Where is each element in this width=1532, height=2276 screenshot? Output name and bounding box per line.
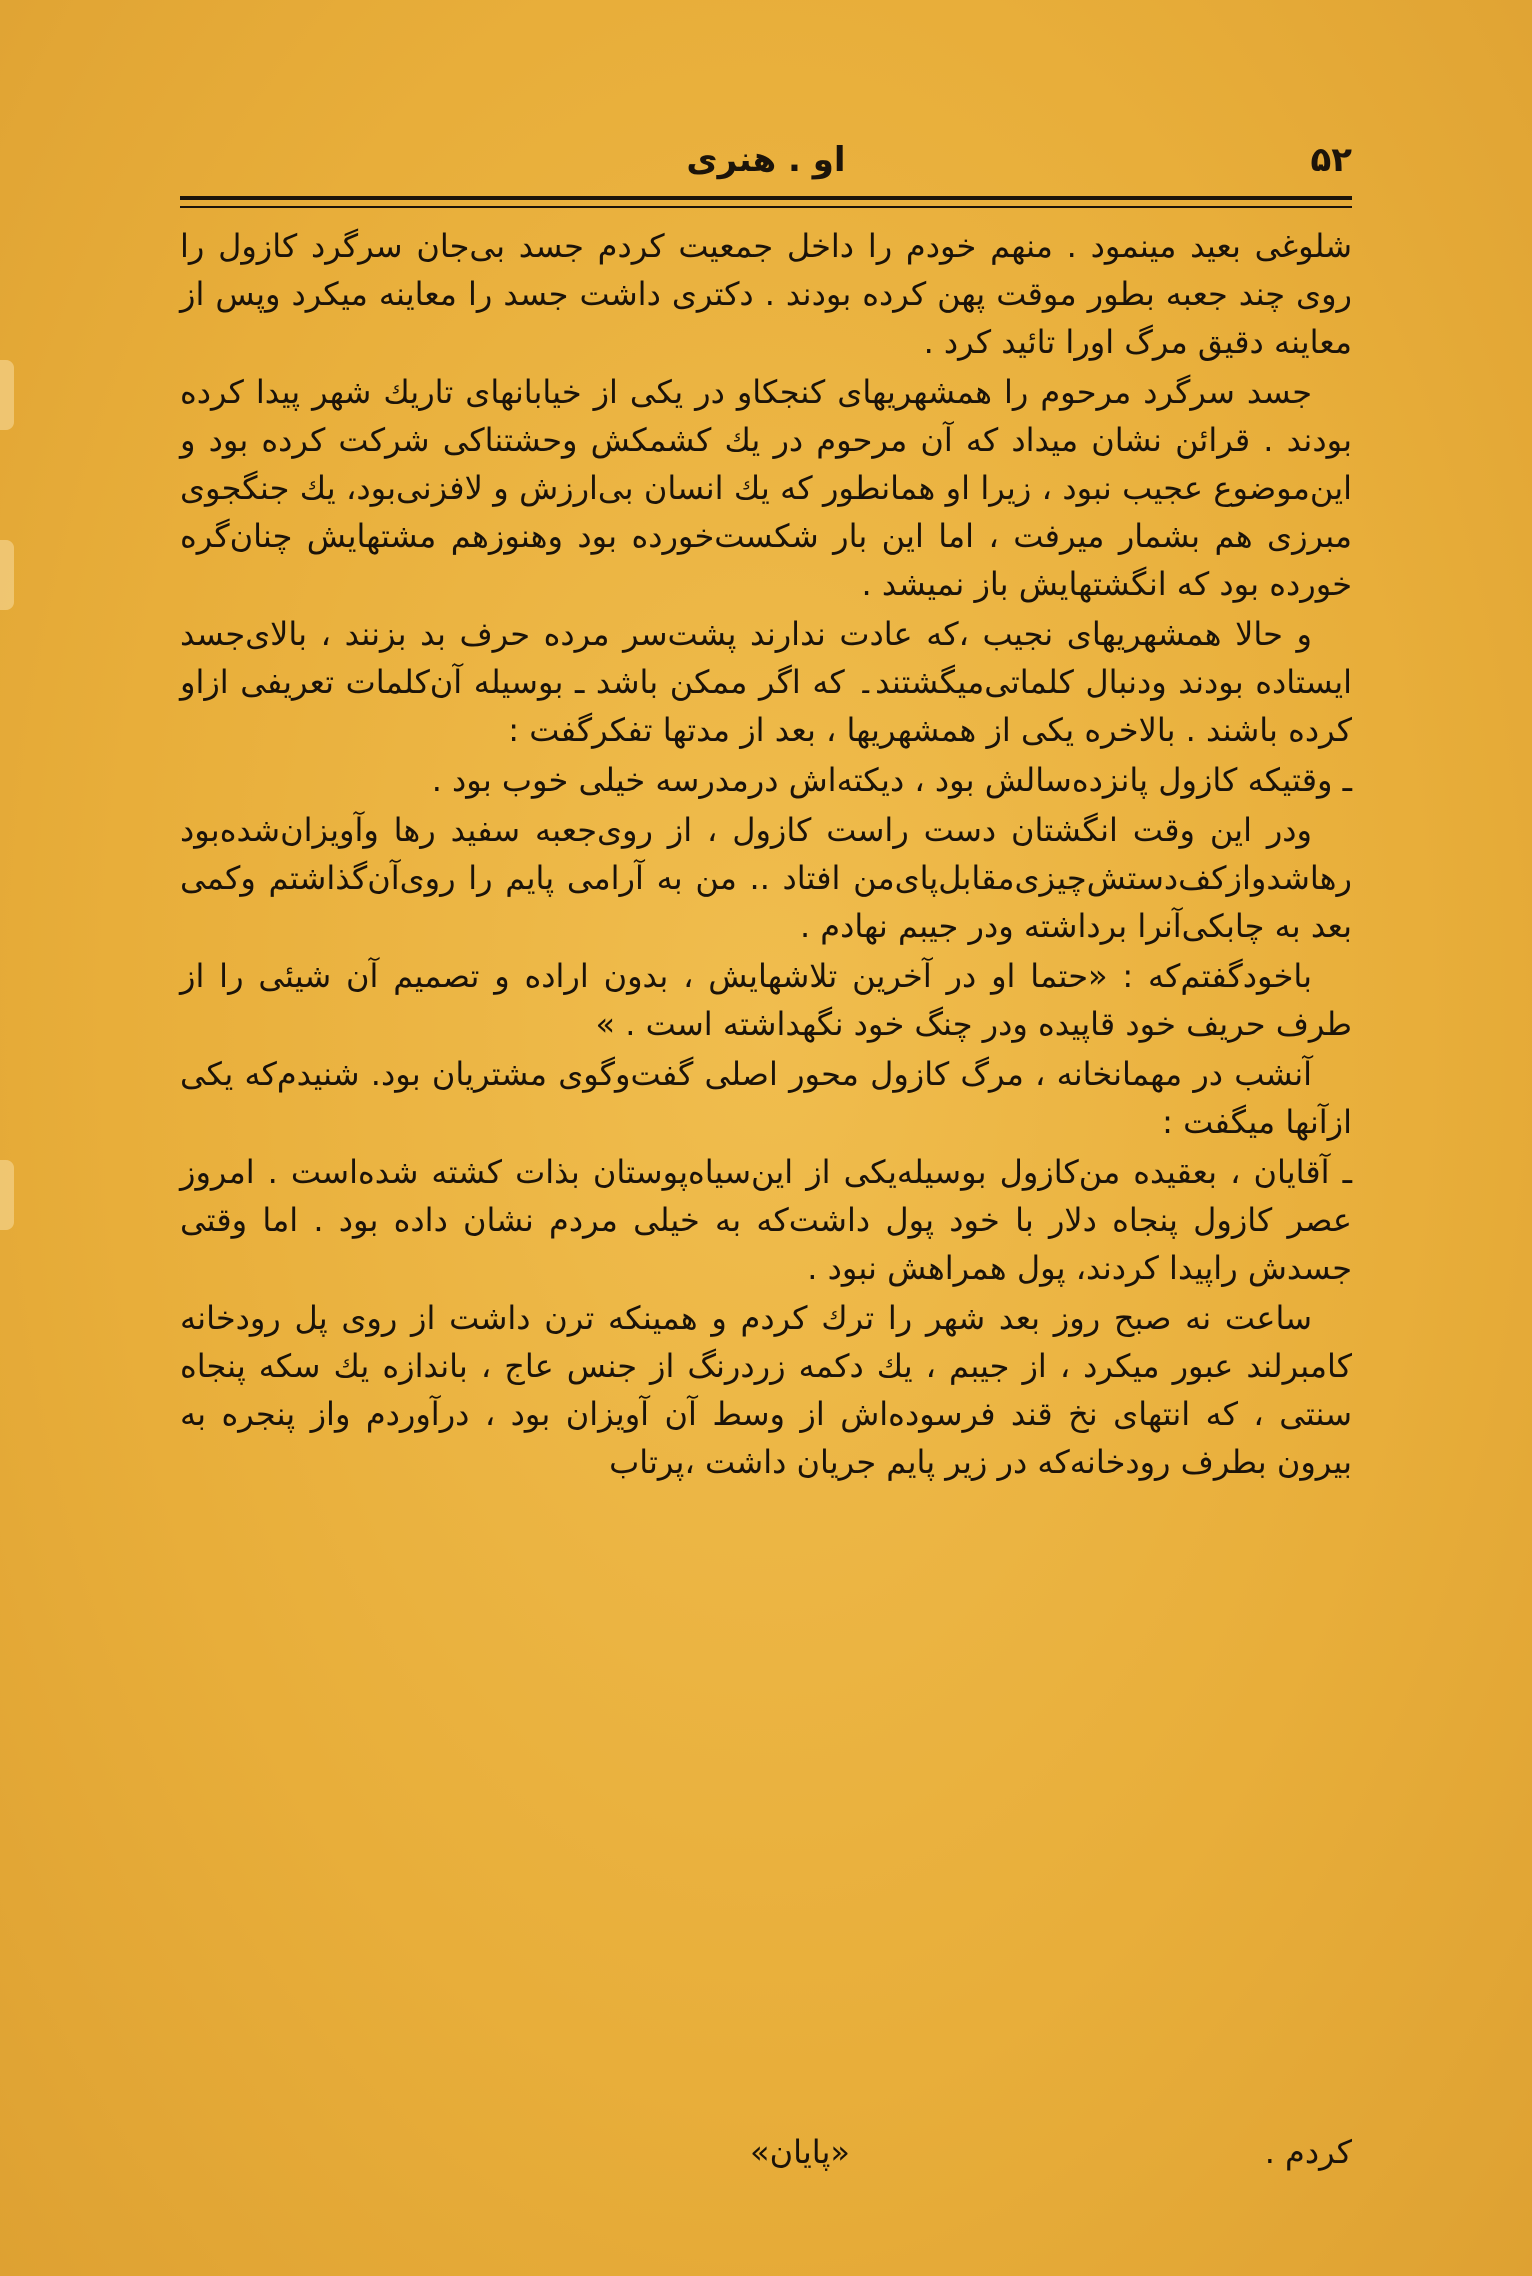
page-edge-wear <box>0 360 14 430</box>
paragraph: ساعت نه صبح روز بعد شهر را ترك کردم و همینکه ترن داشت از روی پل رودخانه کامبرلند عبور میکرد ، از جیبم ، یك دکمه زردرنگ از جنس عاج ، باندازه یك سکه پنجاه سنتی ، که انتهای نخ قند فرسوده‌اش از وسط آن آویزان بود ، درآوردم واز پنجره به بیرون بطرف رودخانه‌که در زیر پایم جریان داشت ،پرتاب <box>180 1299 1352 1481</box>
page-number: ۵۲ <box>1310 140 1352 180</box>
paragraph: شلوغی بعید مینمود . منهم خودم را داخل جمعیت کردم جسد بی‌جان سرگرد کازول را روی چند جعبه بطور موقت پهن کرده بودند . دکتری داشت جسد را معاینه میکرد وپس از معاینه دقیق مرگ اورا تائید کرد . <box>180 227 1352 361</box>
page-header <box>180 140 1352 190</box>
paragraph: جسد سرگرد مرحوم را همشهریهای کنجکاو در یکی از خیابانهای تاریك شهر پیدا کرده بودند . قرائن نشان میداد که آن مرحوم در یك کشمکش وحشتناکی شرکت کرده بود و این‌موضوع عجیب نبود ، زیرا او همانطور که یك انسان بی‌ارزش و لافزنی‌بود، یك جنگجوی مبرزی هم بشمار میرفت ، اما این بار شکست‌خورده بود وهنوزهم مشتهایش چنان‌گره خورده بود که انگشتهایش باز نمیشد . <box>180 373 1352 603</box>
end-mark: «پایان» <box>750 2133 850 2171</box>
paragraph: ـ وقتیکه کازول پانزده‌سالش بود ، دیکته‌اش درمدرسه خیلی خوب بود . <box>431 761 1352 799</box>
paragraph: آنشب در مهمانخانه ، مرگ کازول محور اصلی گفت‌وگوی مشتریان بود. شنیدم‌که یکی ازآنها میگفت : <box>180 1055 1352 1141</box>
page-edge-wear <box>0 540 14 610</box>
header-rule-thick <box>180 196 1352 200</box>
closing-words: کردم . <box>1264 2133 1352 2171</box>
body-text <box>180 222 1352 1488</box>
paragraph: ودر این وقت انگشتان دست راست کازول ، از روی‌جعبه سفید رها وآویزان‌شده‌بود رهاشدوازکف‌دستش‌چیزی‌مقابل‌پای‌من افتاد .. من به آرامی پایم را روی‌آن‌گذاشتم وکمی بعد به چابکی‌آنرا برداشته ودر جیبم نهادم . <box>180 811 1352 945</box>
ending-line <box>180 2128 1352 2176</box>
paragraph: باخودگفتم‌که : «حتما او در آخرین تلاشهایش ، بدون اراده و تصمیم آن شیئی را از طرف حریف خود قاپیده ودر چنگ خود نگهداشته است . » <box>180 957 1352 1043</box>
header-rule-thin <box>180 206 1352 208</box>
paragraph: ـ آقایان ، بعقیده من‌کازول بوسیله‌یکی از این‌سیاه‌پوستان بذات کشته شده‌است . امروز عصر کازول پنجاه دلار با خود پول داشت‌که به خیلی مردم نشان داده بود . اما وقتی جسدش راپیدا کردند، پول همراهش نبود . <box>180 1153 1352 1287</box>
paragraph: و حالا همشهریهای نجیب ،که عادت ندارند پشت‌سر مرده حرف بد بزنند ، بالای‌جسد ایستاده بودند ودنبال کلماتی‌میگشتند۔ که اگر ممکن باشد ـ بوسیله آن‌کلمات تعریفی ازاو کرده باشند . بالاخره یکی از همشهریها ، بعد از مدتها تفکرگفت : <box>180 615 1352 749</box>
running-title: او . هنری <box>686 140 846 180</box>
page-edge-wear <box>0 1160 14 1230</box>
